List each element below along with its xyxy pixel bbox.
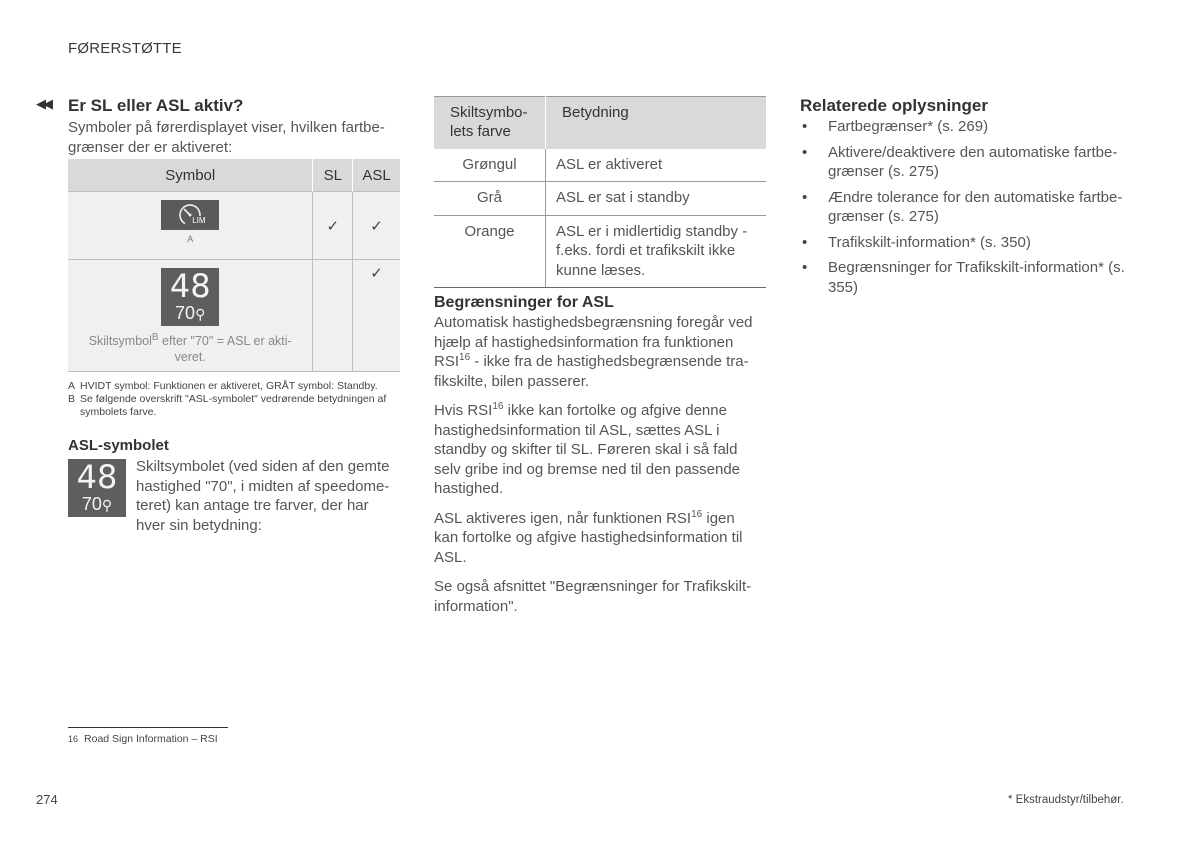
symbol-note-a: A xyxy=(187,234,194,244)
paragraph-4: Se også afsnittet "Begrænsninger for Trafikskilt-information". xyxy=(434,578,752,615)
speedometer-lim-icon xyxy=(161,200,219,230)
footnote-b: B Se følgende overskrift "ASL-symbolet" vedrørende betydningen af symbolets farve. xyxy=(68,393,387,418)
asl-sign-pin-icon: ⚲ xyxy=(101,497,113,513)
sign-caption: Skiltsymbol$^B$ efter "70" = ASL er akti-veret. xyxy=(88,331,292,364)
symbol-cell xyxy=(68,192,313,260)
color-cell: Orange xyxy=(434,215,546,288)
related-info xyxy=(800,96,1132,303)
asl-symbol-text: Skiltsymbolet (ved siden af den gemte hastighed "70", i midten af speedome-teret) kan antage tre farver, der har hver sin betydning: xyxy=(136,458,390,534)
intro-text: Symboler på førerdisplayet viser, hvilken fartbe-grænser der er aktiveret: xyxy=(68,119,385,156)
meaning-cell: ASL er i midlertidig standby - f.eks. fordi et trafikskilt ikke kunne læses. xyxy=(546,215,767,288)
related-link[interactable]: • Aktivere/deaktivere den automatiske fartbe-grænser (s. 275) xyxy=(800,143,1132,182)
sign-set-speed: 70⚲ xyxy=(175,303,206,323)
header-meaning: Betydning xyxy=(546,97,767,149)
symbol-table xyxy=(68,159,400,372)
footer-note: * Ekstraudstyr/tilbehør. xyxy=(1008,794,1124,806)
asl-sign-current-speed: 48 xyxy=(76,458,118,496)
sl-check: ✓ xyxy=(313,192,353,260)
color-cell: Grøngul xyxy=(434,149,546,182)
related-links xyxy=(800,117,1132,297)
footnote-a: A HVIDT symbol: Funktionen er aktiveret, GRÅT symbol: Standby. xyxy=(68,380,378,392)
asl-sign-set-speed: 70⚲ xyxy=(81,494,113,514)
previous-page-icon[interactable]: ◀◀ xyxy=(36,96,50,111)
speed-sign-symbol xyxy=(161,268,219,326)
asl-check: ✓ xyxy=(353,192,400,260)
section-heading: Er SL eller ASL aktiv? xyxy=(68,96,244,115)
page-footnote: 16 Road Sign Information – RSI xyxy=(68,733,218,745)
asl-sign-symbol xyxy=(68,459,126,517)
left-column xyxy=(68,96,400,157)
paragraph-2: Hvis RSI$^{16}$ ikke kan fortolke og afgive denne hastighedsinformation til ASL, sættes ASL i standby og skifter til SL. Føreren skal i så fald selv gribe ind og bremse ned til den passende hastighed. xyxy=(434,401,741,497)
page-number: 274 xyxy=(36,792,58,807)
header-asl: ASL xyxy=(353,159,400,192)
related-link[interactable]: • Fartbegrænser* (s. 269) xyxy=(800,117,1132,137)
limitations-heading: Begrænsninger for ASL xyxy=(434,294,614,311)
related-link[interactable]: • Trafikskilt-information* (s. 350) xyxy=(800,233,1132,253)
asl-check-2: ✓ xyxy=(353,260,400,372)
sign-symbol-cell xyxy=(68,260,313,372)
footnote-divider xyxy=(68,727,228,728)
header-sl: SL xyxy=(313,159,353,192)
table-footnotes xyxy=(68,380,400,419)
sign-pin-icon: ⚲ xyxy=(195,306,206,322)
header-symbol: Symbol xyxy=(68,159,313,192)
sl-empty xyxy=(313,260,353,372)
paragraph-1: Automatisk hastighedsbegrænsning foregår ved hjælp af hastighedsinformation fra funktionen RSI$^{16}$ - ikke fra de hastighedsbegrænsende tra-fikskilte, bilen passerer. xyxy=(434,314,753,390)
related-link[interactable]: • Begrænsninger for Trafikskilt-information* (s. 355) xyxy=(800,258,1132,297)
middle-text-column xyxy=(434,294,760,616)
color-meaning-table xyxy=(434,96,766,288)
paragraph-3: ASL aktiveres igen, når funktionen RSI$^{16}$ igen kan fortolke og afgive hastighedsinformation til ASL. xyxy=(434,508,743,566)
header-color: Skiltsymbo-lets farve xyxy=(434,97,546,149)
lim-label: LIM xyxy=(192,216,206,225)
section-header: FØRERSTØTTE xyxy=(68,40,182,57)
sign-current-speed: 48 xyxy=(169,267,211,305)
related-heading: Relaterede oplysninger xyxy=(800,96,989,115)
color-cell: Grå xyxy=(434,182,546,216)
asl-symbol-heading: ASL-symbolet xyxy=(68,437,169,454)
meaning-cell: ASL er sat i standby xyxy=(546,182,767,216)
meaning-cell: ASL er aktiveret xyxy=(546,149,767,182)
related-link[interactable]: • Ændre tolerance for den automatiske fartbe-grænser (s. 275) xyxy=(800,188,1132,227)
